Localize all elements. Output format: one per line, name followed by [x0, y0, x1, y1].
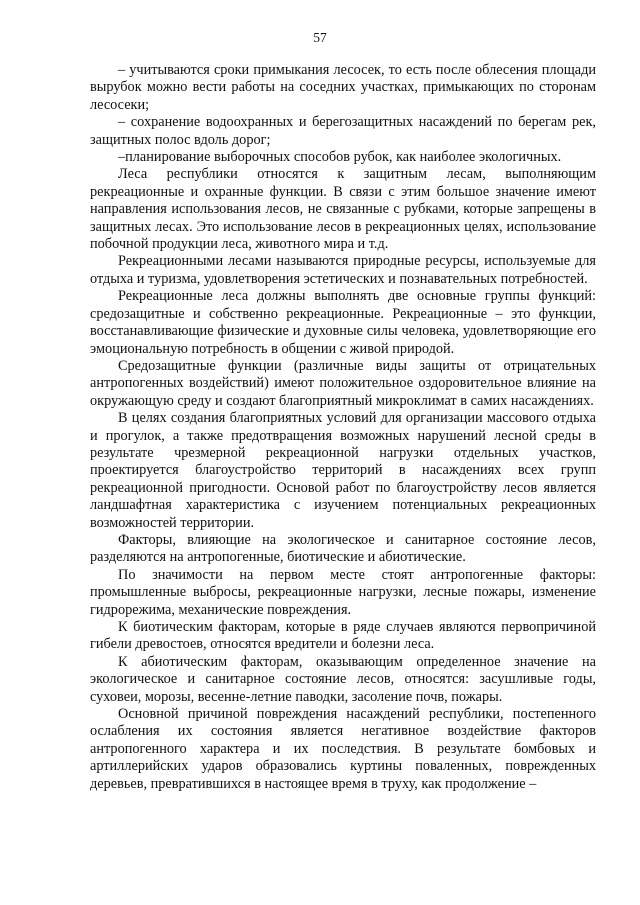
- paragraph: – сохранение водоохранных и берегозащитных насаждений по берегам рек, защитных полос вдоль дорог;: [90, 114, 596, 148]
- text-body: [90, 62, 596, 793]
- paragraph: По значимости на первом месте стоят антропогенные факторы: промышленные выбросы, рекреационные нагрузки, лесные пожары, изменение гидрорежима, механические повреждения.: [90, 566, 596, 618]
- paragraph: Рекреационные леса должны выполнять две основные группы функций: средозащитные и собственно рекреационные. Рекреационные – это функции, восстанавливающие физические и духовные силы человека, удовлетворяющие его эмоциональную потребность в общении с живой природой.: [90, 288, 596, 357]
- page-number: 57: [313, 30, 327, 45]
- paragraph: Рекреационными лесами называются природные ресурсы, используемые для отдыха и туризма, удовлетворения эстетических и познавательных потребностей.: [90, 253, 596, 287]
- paragraph: Леса республики относятся к защитным лесам, выполняющим рекреационные и охранные функции. В связи с этим большое значение имеют направления использования лесов, не связанные с рубками, которые запрещены в защитных лесах. Это использование лесов в рекреационных целях, использование побочной продукции леса, животного мира и т.д.: [90, 166, 596, 253]
- paragraph: – учитываются сроки примыкания лесосек, то есть после облесения площади вырубок можно вести работы на соседних участках, примыкающих по сторонам лесосеки;: [90, 62, 596, 113]
- paragraph: К биотическим факторам, которые в ряде случаев являются первопричиной гибели древостоев, относятся вредители и болезни леса.: [90, 619, 596, 653]
- paragraph: К абиотическим факторам, оказывающим определенное значение на экологическое и санитарное состояние лесов, относятся: засушливые годы, суховеи, морозы, весенне-летние паводки, засоление почв, пожары.: [90, 653, 596, 705]
- paragraph: Основной причиной повреждения насаждений республики, постепенного ослабления их состояния является негативное воздействие факторов антропогенного характера и их последствия. В результате бомбовых и артиллерийских ударов образовались куртины поваленных, поврежденных деревьев, превратившихся в настоящее время в труху, как продолжение –: [90, 706, 596, 792]
- paragraph: Факторы, влияющие на экологическое и санитарное состояние лесов, разделяются на антропогенные, биотические и абиотические.: [90, 531, 596, 566]
- paragraph: В целях создания благоприятных условий для организации массового отдыха и прогулок, а также предотвращения возможных нарушений лесной среды в результате чрезмерной рекреационной нагрузки отдельных участков, проектируется благоустройство территорий в насаждениях всех групп рекреационной пригодности. Основой работ по благоустройству лесов является ландшафтная характеристика с изучением потенциальных рекреационных возможностей территории.: [90, 410, 596, 531]
- paragraph: –планирование выборочных способов рубок, как наиболее экологичных.: [118, 149, 562, 166]
- paragraph: Средозащитные функции (различные виды защиты от отрицательных антропогенных воздействий) имеют положительное оздоровительное влияние на окружающую среду и создают благоприятный микроклимат в самих насаждениях.: [90, 357, 596, 409]
